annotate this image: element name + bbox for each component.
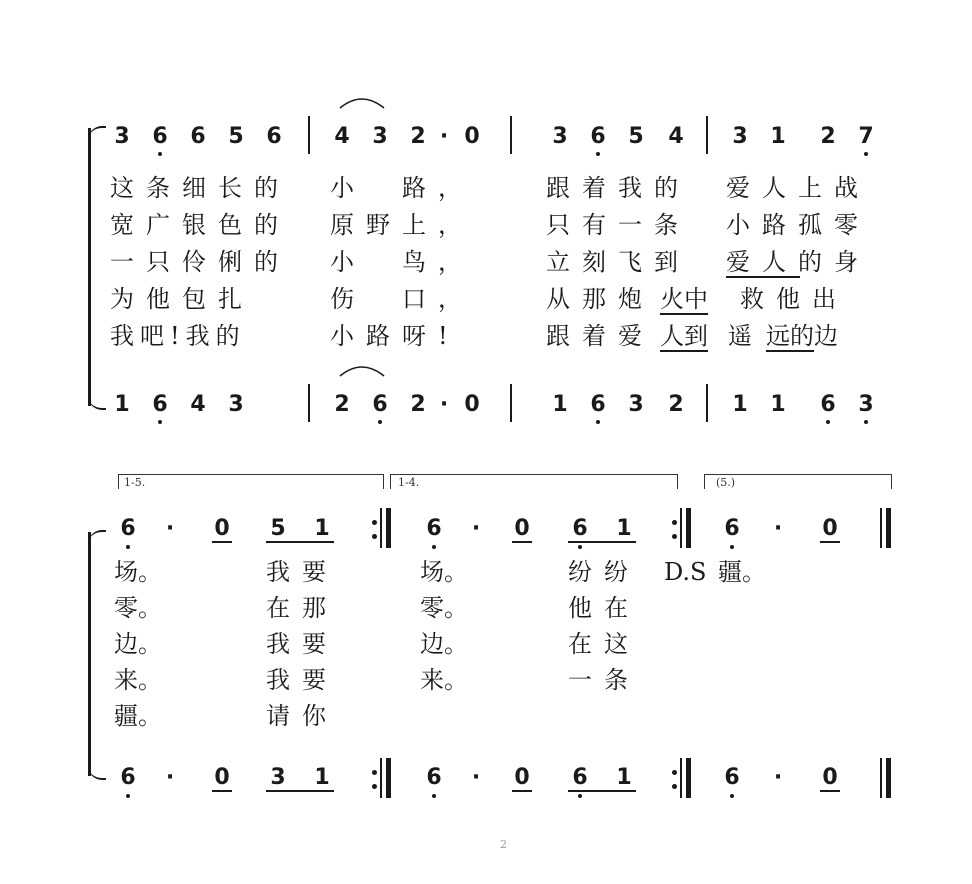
underline xyxy=(512,541,532,543)
bracket-bottom-hook xyxy=(88,396,106,410)
lyric: 宽广银色的 xyxy=(110,211,290,239)
lyric: 疆。 xyxy=(718,558,766,586)
lyric: 这条细长的 xyxy=(110,174,290,202)
lyric: 原野上， xyxy=(330,211,474,239)
note: 6 xyxy=(372,392,388,417)
lyric: 他在 xyxy=(568,594,640,622)
lyric: 来。 xyxy=(420,666,468,694)
repeat-dot xyxy=(672,520,677,525)
slur xyxy=(338,362,386,378)
note: 2 xyxy=(820,124,836,149)
underline xyxy=(212,541,232,543)
underline xyxy=(766,350,814,352)
octave-dot xyxy=(578,545,582,549)
page-number: 2 xyxy=(500,838,507,851)
lyric: 小 路， xyxy=(330,174,474,202)
lyric: 为他包扎 xyxy=(110,285,254,313)
lyric: 零。 xyxy=(420,594,468,622)
underline xyxy=(212,790,232,792)
octave-dot xyxy=(864,420,868,424)
note: 1 xyxy=(770,392,786,417)
note: 6 xyxy=(590,392,606,417)
lyric: 只有一条 xyxy=(546,211,690,239)
system-bracket xyxy=(88,128,91,406)
lyric: 请你 xyxy=(266,702,338,730)
note: 7 xyxy=(858,124,874,149)
repeat-dot xyxy=(372,520,377,525)
lyric: 救他出 xyxy=(740,285,848,313)
octave-dot xyxy=(432,794,436,798)
lyric: 场。 xyxy=(420,558,468,586)
underline xyxy=(820,541,840,543)
lyric: 小 鸟， xyxy=(330,248,474,276)
note: 6 xyxy=(120,765,136,790)
lyric: 从那炮 xyxy=(546,285,654,313)
note: 2 xyxy=(668,392,684,417)
octave-dot xyxy=(158,420,162,424)
note: 0 xyxy=(822,516,838,541)
octave-dot xyxy=(730,545,734,549)
note: 3 xyxy=(228,392,244,417)
note: 5 xyxy=(628,124,644,149)
bar-line xyxy=(680,508,682,548)
system-bracket xyxy=(88,532,91,776)
volta-bracket-1 xyxy=(118,474,384,489)
bar-line xyxy=(706,116,708,154)
note: · xyxy=(773,516,783,541)
bar-line xyxy=(880,508,882,548)
lyric: 来。 xyxy=(114,666,162,694)
lyric: 疆。 xyxy=(114,702,162,730)
note: 1 xyxy=(732,392,748,417)
note: · xyxy=(165,516,175,541)
note: 0 xyxy=(214,516,230,541)
note: 5 xyxy=(228,124,244,149)
volta-label: 1-5. xyxy=(124,476,146,489)
note: 6 xyxy=(190,124,206,149)
note: 6 xyxy=(266,124,282,149)
underline xyxy=(266,541,334,543)
octave-dot xyxy=(864,152,868,156)
note: 6 xyxy=(426,516,442,541)
lyric: 爱人上战 xyxy=(726,174,870,202)
lyric: 我要 xyxy=(266,558,338,586)
volta-bracket-2 xyxy=(390,474,678,489)
lyric: 纷纷 xyxy=(568,558,640,586)
note: 4 xyxy=(190,392,206,417)
note: 1 xyxy=(314,765,330,790)
note: 1 xyxy=(552,392,568,417)
note: 6 xyxy=(724,765,740,790)
note: · xyxy=(165,765,175,790)
bar-line xyxy=(308,116,310,154)
note: · xyxy=(773,765,783,790)
underline xyxy=(568,541,636,543)
note: 6 xyxy=(152,392,168,417)
note: 3 xyxy=(372,124,388,149)
octave-dot xyxy=(126,545,130,549)
volta-label: (5.) xyxy=(716,476,736,489)
thick-bar-line xyxy=(686,758,691,798)
lyric: 爱人的身 xyxy=(726,248,870,276)
repeat-dot xyxy=(672,784,677,789)
note: 6 xyxy=(152,124,168,149)
note: 1 xyxy=(616,516,632,541)
lyric: 我要 xyxy=(266,630,338,658)
note: 0 xyxy=(214,765,230,790)
note: 2 xyxy=(334,392,350,417)
bar-line xyxy=(308,384,310,422)
thick-bar-line xyxy=(386,508,391,548)
octave-dot xyxy=(596,420,600,424)
lyric: 我吧!我的 xyxy=(110,322,246,350)
octave-dot xyxy=(432,545,436,549)
note: 6 xyxy=(120,516,136,541)
note: 4 xyxy=(334,124,350,149)
note: 1 xyxy=(114,392,130,417)
note: 6 xyxy=(572,516,588,541)
octave-dot xyxy=(578,794,582,798)
lyric: 小路孤零 xyxy=(726,211,870,239)
underline xyxy=(266,790,334,792)
underline xyxy=(568,790,636,792)
note: 3 xyxy=(732,124,748,149)
note: 1 xyxy=(770,124,786,149)
lyric: 立刻飞到 xyxy=(546,248,690,276)
underline xyxy=(512,790,532,792)
lyric: D.S xyxy=(664,558,707,586)
underline xyxy=(726,276,800,278)
octave-dot xyxy=(126,794,130,798)
note: 3 xyxy=(858,392,874,417)
volta-label: 1-4. xyxy=(398,476,420,489)
lyric: 零。 xyxy=(114,594,162,622)
note: 6 xyxy=(590,124,606,149)
lyric: 在那 xyxy=(266,594,338,622)
note: · xyxy=(439,392,449,417)
note: 3 xyxy=(114,124,130,149)
note: · xyxy=(471,765,481,790)
underline xyxy=(820,790,840,792)
thick-bar-line xyxy=(386,758,391,798)
bar-line xyxy=(680,758,682,798)
note: 6 xyxy=(572,765,588,790)
lyric: 遥 xyxy=(728,322,752,350)
repeat-dot xyxy=(672,534,677,539)
underline xyxy=(660,313,708,315)
note: 3 xyxy=(270,765,286,790)
note: 4 xyxy=(668,124,684,149)
bar-line xyxy=(380,758,382,798)
octave-dot xyxy=(158,152,162,156)
repeat-dot xyxy=(372,770,377,775)
repeat-dot xyxy=(372,784,377,789)
slur xyxy=(338,94,386,110)
note: 0 xyxy=(464,124,480,149)
lyric: 跟着我的 xyxy=(546,174,690,202)
thick-bar-line xyxy=(686,508,691,548)
lyric: 一只伶俐的 xyxy=(110,248,290,276)
lyric: 边。 xyxy=(114,630,162,658)
thick-bar-line xyxy=(886,758,891,798)
bar-line xyxy=(510,116,512,154)
lyric: 在这 xyxy=(568,630,640,658)
lyric: 边。 xyxy=(420,630,468,658)
bar-line xyxy=(380,508,382,548)
lyric: 远的边 xyxy=(766,322,838,350)
underline xyxy=(660,350,708,352)
repeat-dot xyxy=(372,534,377,539)
note: 6 xyxy=(426,765,442,790)
lyric: 伤 口， xyxy=(330,285,474,313)
octave-dot xyxy=(596,152,600,156)
note: 0 xyxy=(514,516,530,541)
lyric: 跟着爱 xyxy=(546,322,654,350)
lyric: 人到 xyxy=(660,322,708,350)
note: 6 xyxy=(820,392,836,417)
repeat-dot xyxy=(672,770,677,775)
octave-dot xyxy=(378,420,382,424)
note: 1 xyxy=(314,516,330,541)
note: 3 xyxy=(628,392,644,417)
bar-line xyxy=(510,384,512,422)
note: 2 xyxy=(410,124,426,149)
note: 0 xyxy=(464,392,480,417)
thick-bar-line xyxy=(886,508,891,548)
bar-line xyxy=(880,758,882,798)
note: 0 xyxy=(822,765,838,790)
bar-line xyxy=(706,384,708,422)
lyric: 一条 xyxy=(568,666,640,694)
note: 6 xyxy=(724,516,740,541)
lyric: 火中 xyxy=(660,285,708,313)
note: 2 xyxy=(410,392,426,417)
bracket-bottom-hook xyxy=(88,766,106,780)
lyric: 小路呀! xyxy=(330,322,460,350)
lyric: 我要 xyxy=(266,666,338,694)
note: 0 xyxy=(514,765,530,790)
note: 1 xyxy=(616,765,632,790)
note: · xyxy=(439,124,449,149)
lyric: 场。 xyxy=(114,558,162,586)
octave-dot xyxy=(826,420,830,424)
octave-dot xyxy=(730,794,734,798)
note: 3 xyxy=(552,124,568,149)
note: · xyxy=(471,516,481,541)
note: 5 xyxy=(270,516,286,541)
